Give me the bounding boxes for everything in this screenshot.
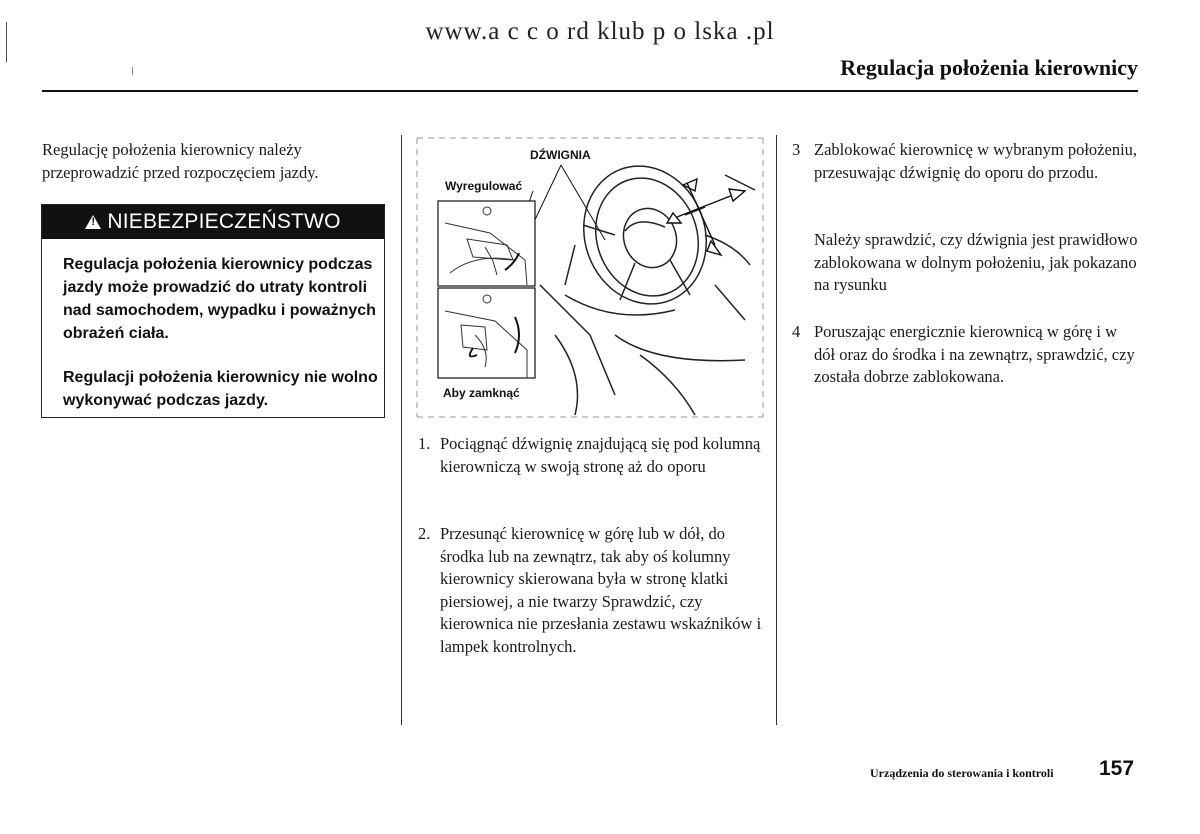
inset-adjust <box>438 201 535 286</box>
header-rule <box>42 90 1138 92</box>
column-divider-left <box>401 135 402 725</box>
label-lock: Aby zamknąć <box>443 386 520 400</box>
danger-warning-2: Regulacji położenia kierownicy nie wolno wykonywać podczas jazdy. <box>63 369 378 409</box>
danger-box <box>41 204 385 418</box>
steering-adjust-figure <box>415 135 765 420</box>
section-title: Regulacja położenia kierownicy <box>840 55 1138 80</box>
warning-triangle-icon <box>85 215 101 229</box>
intro-paragraph: Regulację położenia kierownicy należy przeprowadzić przed rozpoczęciem jazdy. <box>42 140 319 182</box>
page-number: 157 <box>1099 757 1135 780</box>
danger-title: NIEBEZPIECZEŃSTWO <box>107 210 341 233</box>
watermark-url: www.a c c o rd klub p o lska .pl <box>425 18 775 45</box>
step-3 <box>792 139 1142 209</box>
steering-wheel-icon <box>540 149 755 415</box>
column-divider-right <box>776 135 777 725</box>
step-text: Przesunąć kierownicę w górę lub w dół, do środka lub na zewnątrz, tak aby oś kolumny kierownicy skierowana była w stronę klatki piersiowej, a nie twarzy Sprawdzić, czy kierownica nie przesłania zestawu wskaźników i lampek kontrolnych. <box>440 524 762 656</box>
step-number: 2. <box>418 524 431 543</box>
danger-header <box>42 205 384 239</box>
step-1 <box>418 433 763 503</box>
inset-lock <box>438 288 535 378</box>
step-number: 4 <box>792 322 801 341</box>
step-number: 3 <box>792 140 801 159</box>
label-adjust: Wyregulować <box>445 179 523 193</box>
steering-wheel-illustration <box>415 135 765 420</box>
step-text: Poruszając energicznie kierownicą w górę i w dół oraz do środka i na zewnątrz, sprawdzić, czy została dobrze zablokowana. <box>814 322 1135 386</box>
step-text: Zablokować kierownicę w wybranym położeniu, przesuwając dźwignię do oporu do przodu. <box>814 140 1138 182</box>
note-paragraph: Należy sprawdzić, czy dźwignia jest prawidłowo zablokowana w dolnym położeniu, jak pokazano na rysunku <box>814 230 1138 294</box>
label-lever: DŹWIGNIA <box>530 148 591 162</box>
step-2 <box>418 523 763 683</box>
step-text: Pociągnąć dźwignię znajdującą się pod kolumną kierowniczą w swoją stronę aż do oporu <box>440 434 761 476</box>
step-number: 1. <box>418 434 431 453</box>
scan-speck <box>132 67 133 75</box>
danger-warning-1: Regulacja położenia kierownicy podczas jazdy może prowadzić do utraty kontroli nad samochodem, wypadku i poważnych obrażeń ciała. <box>63 256 376 342</box>
step-4 <box>792 321 1142 411</box>
footer-chapter-label: Urządzenia do sterowania i kontroli <box>870 766 1054 780</box>
